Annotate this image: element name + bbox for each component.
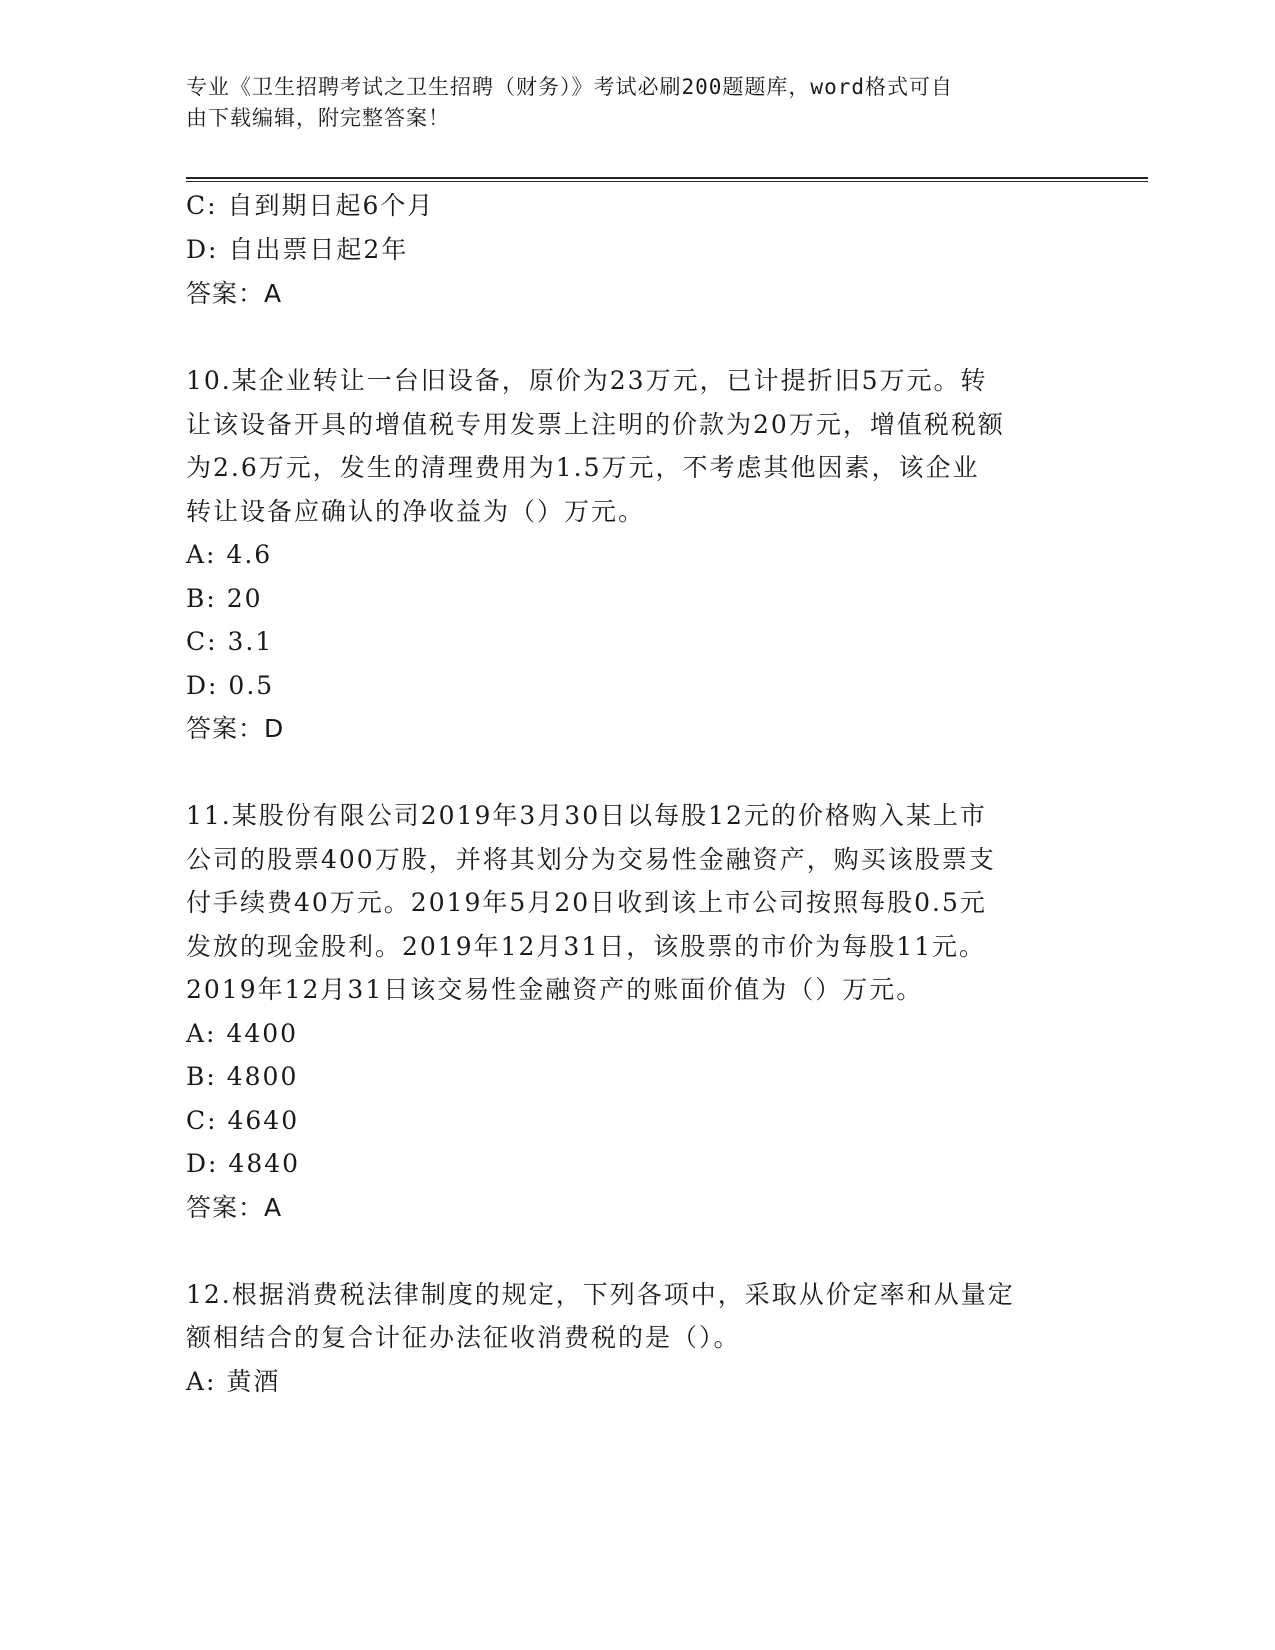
document-header — [186, 72, 1066, 134]
question-10-line: 为2.6万元，发生的清理费用为1.5万元，不考虑其他因素，该企业 — [186, 453, 980, 482]
header-line-1: 专业《卫生招聘考试之卫生招聘（财务）》考试必刷200题题库，word格式可自 — [186, 75, 953, 99]
option-b: B: 4800 — [186, 1062, 299, 1091]
header-rule — [186, 177, 1148, 179]
question-11-line: 付手续费40万元。2019年5月20日收到该上市公司按照每股0.5元 — [186, 888, 987, 917]
answer: 答案：A — [186, 279, 283, 308]
question-10-line: 10.某企业转让一台旧设备，原价为23万元，已计提折旧5万元。转 — [186, 366, 988, 395]
option-b: B: 20 — [186, 584, 263, 613]
option-c: C: 3.1 — [186, 627, 274, 656]
question-11-line: 11.某股份有限公司2019年3月30日以每股12元的价格购入某上市 — [186, 801, 987, 830]
option-a: A: 4400 — [186, 1019, 299, 1048]
option-d: D: 0.5 — [186, 671, 275, 700]
option-c: C: 自到期日起6个月 — [186, 191, 435, 220]
answer: 答案：D — [186, 714, 285, 743]
option-a: A: 4.6 — [186, 540, 273, 569]
question-10-line: 让该设备开具的增值税专用发票上注明的价款为20万元，增值税税额 — [186, 410, 1005, 439]
header-line-2: 由下载编辑，附完整答案！ — [186, 106, 450, 130]
question-12-line: 额相结合的复合计征办法征收消费税的是（）。 — [186, 1323, 741, 1352]
question-12-line: 12.根据消费税法律制度的规定，下列各项中，采取从价定率和从量定 — [186, 1280, 1015, 1309]
question-11-line: 2019年12月31日该交易性金融资产的账面价值为（）万元。 — [186, 975, 924, 1004]
option-c: C: 4640 — [186, 1106, 300, 1135]
answer: 答案：A — [186, 1193, 283, 1222]
header-rule-thin — [186, 181, 1148, 182]
question-11-line: 发放的现金股利。2019年12月31日，该股票的市价为每股11元。 — [186, 932, 987, 961]
option-d: D: 自出票日起2年 — [186, 235, 409, 264]
question-10-line: 转让设备应确认的净收益为（）万元。 — [186, 497, 646, 526]
option-d: D: 4840 — [186, 1149, 301, 1178]
option-a: A: 黄酒 — [186, 1367, 281, 1396]
question-11-line: 公司的股票400万股，并将其划分为交易性金融资产，购买该股票支 — [186, 845, 996, 874]
